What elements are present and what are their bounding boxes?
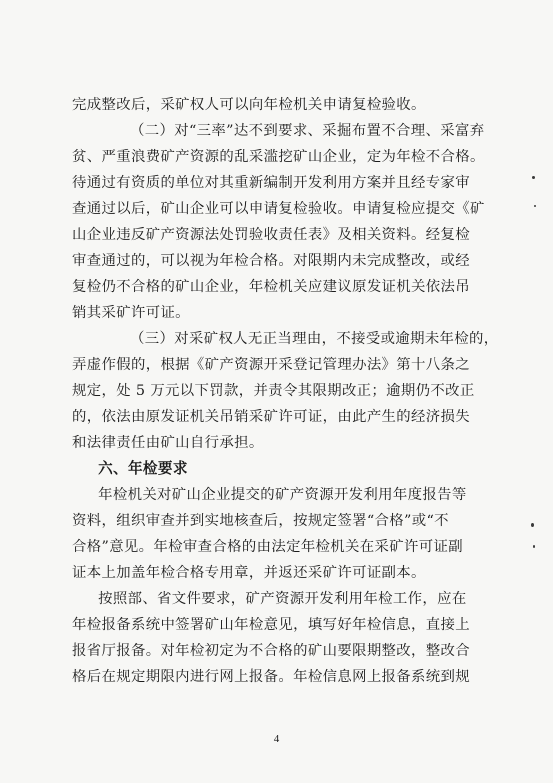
text-line: 复检仍不合格的矿山企业，年检机关应建议原发证机关依法吊	[72, 279, 470, 295]
text-line: 审查通过的，可以视为年检合格。对限期内未完成整改，或经	[72, 253, 470, 269]
scan-speck	[532, 176, 535, 179]
body-text	[72, 92, 499, 690]
scan-speck	[531, 523, 534, 527]
text-line: 资料，组织审查并到实地核查后，按规定签署“合格”或“不	[72, 513, 449, 529]
text-line: 年检报备系统中签署矿山年检意见，填写好年检信息，直接上	[72, 617, 470, 633]
scan-speck	[533, 545, 535, 548]
text-line: 的，依法由原发证机关吊销采矿许可证，由此产生的经济损失	[72, 409, 470, 425]
text-line: 和法律责任由矿山自行承担。	[72, 435, 264, 451]
scan-speck	[534, 205, 536, 207]
text-line: 贫、严重浪费矿产资源的乱采滥挖矿山企业，定为年检不合格。	[72, 149, 485, 165]
text-line: 年检机关对矿山企业提交的矿产资源开发利用年度报告等	[98, 487, 467, 503]
page-number: 4	[273, 733, 280, 745]
text-line: 山企业违反矿产资源法处罚验收责任表》及相关资料。经复检	[72, 227, 470, 243]
text-line: 弄虚作假的，根据《矿产资源开采登记管理办法》第十八条之	[72, 357, 470, 373]
text-line: 待通过有资质的单位对其重新编制开发利用方案并且经专家审	[72, 175, 470, 191]
text-line: 销其采矿许可证。	[72, 305, 190, 321]
text-line: 查通过以后，矿山企业可以申请复检验收。申请复检应提交《矿	[72, 201, 485, 217]
text-line: 完成整改后，采矿权人可以向年检机关申请复检验收。	[72, 97, 426, 113]
text-line: 按照部、省文件要求，矿产资源开发利用年检工作，应在	[98, 591, 467, 607]
section-heading: 六、年检要求	[98, 460, 188, 477]
text-line: 规定，处 5 万元以下罚款，并责令其限期改正；逾期仍不改正	[72, 383, 475, 399]
text-line: 报省厅报备。对年检初定为不合格的矿山要限期整改，整改合	[72, 643, 470, 659]
text-line: （二）对“三率”达不到要求、采掘布置不合理、采富弃	[130, 123, 485, 139]
text-line: 证本上加盖年检合格专用章，并返还采矿许可证副本。	[72, 565, 426, 581]
text-line: 合格”意见。年检审查合格的由法定年检机关在采矿许可证副	[72, 539, 463, 555]
text-line: 格后在规定期限内进行网上报备。年检信息网上报备系统到规	[72, 669, 470, 685]
text-line: （三）对采矿权人无正当理由，不接受或逾期未年检的，	[130, 331, 499, 347]
